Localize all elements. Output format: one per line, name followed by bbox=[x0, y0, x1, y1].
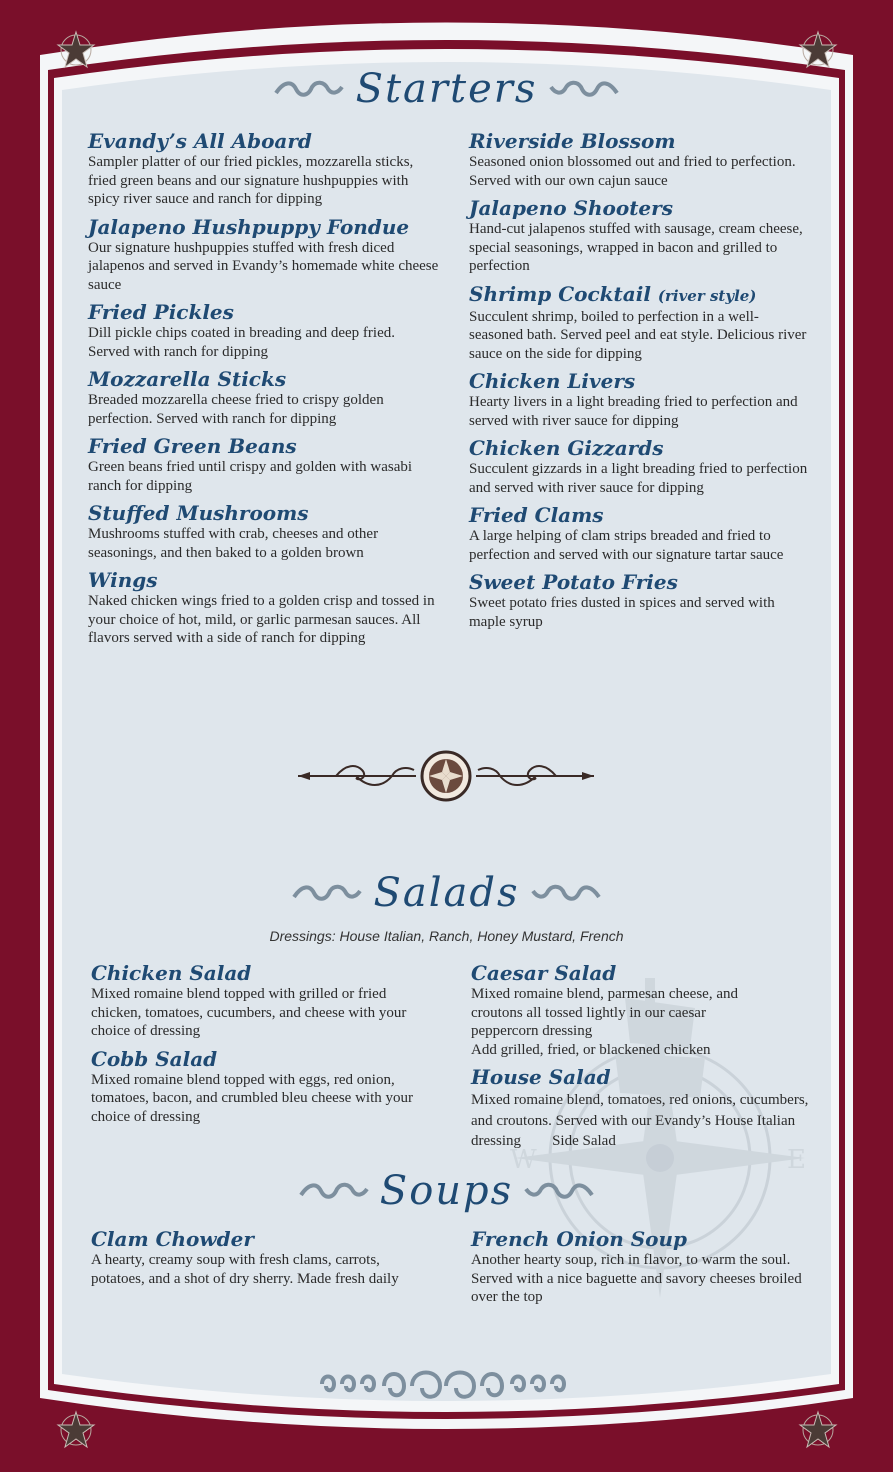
menu-item bbox=[469, 130, 809, 190]
wave-swirl-icon bbox=[531, 883, 601, 903]
menu-item bbox=[91, 1228, 436, 1288]
item-name: Evandy’s All Aboard bbox=[88, 129, 312, 153]
item-name: Fried Green Beans bbox=[88, 434, 297, 458]
item-description: Succulent gizzards in a light breading fried to perfection and served with river sauce for dipping bbox=[469, 461, 808, 496]
item-description: Mixed romaine blend topped with grilled or fried chicken, tomatoes, cucumbers, and cheese with your choice of dressing bbox=[91, 986, 407, 1039]
menu-item bbox=[471, 1066, 821, 1151]
starters-left-column bbox=[88, 130, 440, 655]
item-description: Hand-cut jalapenos stuffed with sausage, cream cheese, special seasonings, wrapped in bacon and grilled to perfection bbox=[469, 221, 803, 274]
item-name: Caesar Salad bbox=[471, 961, 617, 985]
menu-item bbox=[469, 283, 809, 364]
menu-item bbox=[469, 197, 809, 276]
item-name: French Onion Soup bbox=[471, 1227, 688, 1251]
item-description: Green beans fried until crispy and golden with wasabi ranch for dipping bbox=[88, 459, 413, 494]
salads-right-column bbox=[471, 962, 821, 1158]
salads-title: Salads bbox=[373, 870, 520, 916]
menu-item bbox=[88, 502, 440, 562]
item-name: Clam Chowder bbox=[91, 1227, 254, 1251]
item-name: Jalapeno Shooters bbox=[469, 196, 673, 220]
menu-item bbox=[91, 962, 436, 1041]
item-description: Mixed romaine blend, tomatoes, red onions, cucumbers, and croutons. Served with our Evandy’s House Italian dressing bbox=[471, 1092, 809, 1149]
item-description: Dill pickle chips coated in breading and deep fried. Served with ranch for dipping bbox=[88, 325, 395, 360]
menu-item bbox=[88, 130, 440, 209]
item-name: Wings bbox=[88, 568, 158, 592]
item-name: Jalapeno Hushpuppy Fondue bbox=[88, 214, 410, 239]
soups-right-column bbox=[471, 1228, 816, 1314]
item-name-note: (river style) bbox=[657, 286, 757, 305]
menu-item bbox=[471, 1228, 816, 1307]
menu-item bbox=[471, 962, 821, 1059]
menu-item bbox=[469, 571, 809, 631]
item-description: Mixed romaine blend topped with eggs, red onion, tomatoes, bacon, and crumbled bleu cheese with your choice of dressing bbox=[91, 1071, 413, 1125]
item-description: Mushrooms stuffed with crab, cheeses and other seasonings, and then baked to a golden brown bbox=[88, 526, 379, 561]
menu-item bbox=[88, 368, 440, 428]
item-extra: Add grilled, fried, or blackened chicken bbox=[471, 1041, 711, 1058]
starters-title: Starters bbox=[355, 66, 538, 112]
svg-text:W: W bbox=[510, 1145, 537, 1175]
wave-swirl-icon bbox=[524, 1181, 594, 1201]
menu-item bbox=[469, 437, 809, 497]
menu-item bbox=[88, 216, 440, 295]
salads-left-column bbox=[91, 962, 436, 1133]
wave-swirl-icon bbox=[549, 79, 619, 99]
item-name: Riverside Blossom bbox=[469, 129, 676, 153]
compass-rose-icon bbox=[296, 748, 596, 804]
salads-heading bbox=[0, 870, 893, 916]
item-name: Chicken Gizzards bbox=[469, 436, 664, 460]
item-description: Sampler platter of our fried pickles, mozzarella sticks, fried green beans and our signature hushpuppies with spicy river sauce and ranch for dipping bbox=[88, 154, 414, 207]
menu-item bbox=[469, 504, 809, 564]
wave-swirl-icon bbox=[292, 883, 362, 903]
item-description: Mixed romaine blend, parmesan cheese, and croutons all tossed lightly in our caesar peppercorn dressing bbox=[471, 986, 738, 1039]
item-description: Sweet potato fries dusted in spices and served with maple syrup bbox=[469, 595, 775, 630]
menu-item bbox=[88, 569, 440, 648]
item-description: Hearty livers in a light breading fried to perfection and served with river sauce for dipping bbox=[469, 394, 798, 429]
menu-item bbox=[469, 370, 809, 430]
item-name bbox=[469, 283, 809, 308]
item-description: Another hearty soup, rich in flavor, to warm the soul. Served with a nice baguette and savory cheeses broiled over the top bbox=[471, 1252, 802, 1305]
starters-heading bbox=[0, 66, 893, 112]
item-description: Naked chicken wings fried to a golden crisp and tossed in your choice of hot, mild, or garlic parmesan sauces. All flavors served with a side of ranch for dipping bbox=[88, 593, 435, 646]
item-name: Chicken Salad bbox=[91, 961, 252, 985]
item-name: Sweet Potato Fries bbox=[469, 570, 678, 594]
svg-text:E: E bbox=[787, 1145, 806, 1175]
item-name: Fried Pickles bbox=[88, 300, 234, 324]
item-name: House Salad bbox=[471, 1065, 611, 1089]
item-description: Seasoned onion blossomed out and fried to perfection. Served with our own cajun sauce bbox=[469, 154, 796, 189]
item-name: Mozzarella Sticks bbox=[88, 367, 287, 391]
item-description: Our signature hushpuppies stuffed with fresh diced jalapenos and served in Evandy’s homemade white cheese sauce bbox=[88, 239, 439, 293]
wave-swirl-icon bbox=[318, 1366, 568, 1402]
item-description: Succulent shrimp, boiled to perfection in a well-seasoned bath. Served peel and eat style. Delicious river sauce on the side for dipping bbox=[469, 308, 807, 362]
menu-item bbox=[88, 435, 440, 495]
item-name: Cobb Salad bbox=[91, 1046, 218, 1071]
wave-swirl-icon bbox=[299, 1181, 369, 1201]
item-name: Stuffed Mushrooms bbox=[88, 501, 309, 525]
soups-heading bbox=[0, 1168, 893, 1214]
menu-item bbox=[88, 301, 440, 361]
wave-swirl-icon bbox=[274, 79, 344, 99]
item-name: Fried Clams bbox=[469, 503, 604, 527]
item-extra: Side Salad bbox=[552, 1133, 616, 1149]
item-description: Breaded mozzarella cheese fried to crispy golden perfection. Served with ranch for dipping bbox=[88, 392, 384, 427]
item-name-text: Shrimp Cocktail bbox=[469, 281, 651, 306]
item-description: A large helping of clam strips breaded and fried to perfection and served with our signature tartar sauce bbox=[469, 528, 784, 563]
item-name: Chicken Livers bbox=[469, 369, 636, 393]
item-description: A hearty, creamy soup with fresh clams, carrots, potatoes, and a shot of dry sherry. Made fresh daily bbox=[91, 1252, 399, 1287]
menu-item bbox=[91, 1048, 436, 1127]
dressings-note: Dressings: House Italian, Ranch, Honey Mustard, French bbox=[269, 928, 624, 944]
soups-title: Soups bbox=[379, 1168, 514, 1214]
soups-left-column bbox=[91, 1228, 436, 1295]
starters-right-column bbox=[469, 130, 809, 638]
